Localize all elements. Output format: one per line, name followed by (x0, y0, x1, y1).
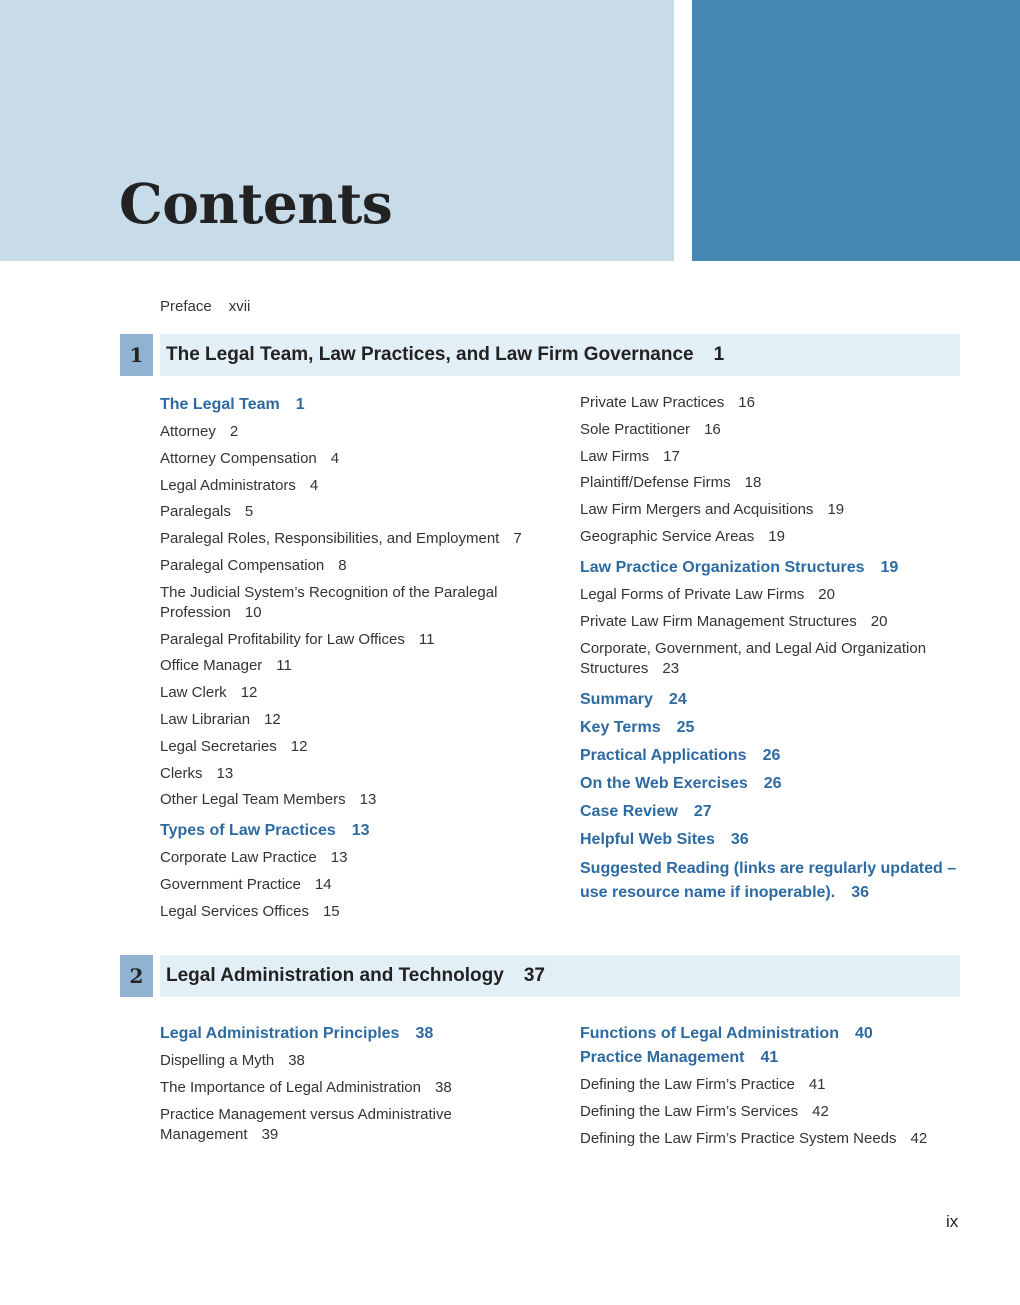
entry-label: Defining the Law Firm’s Services (580, 1102, 799, 1120)
toc-heading-suggested-reading[interactable] (580, 857, 960, 905)
entry-label: Attorney (160, 423, 216, 440)
entry-label: Paralegals (160, 503, 231, 521)
entry-label: The Judicial System’s Recognition of the Paralegal Profession (160, 583, 498, 621)
entry-page: 36 (851, 883, 869, 901)
toc-entry[interactable] (160, 502, 540, 522)
entry-label: Practice Management versus Administrative Management (160, 1105, 452, 1143)
toc-entry[interactable] (160, 848, 540, 868)
entry-page: 26 (762, 746, 781, 764)
entry-page: 36 (730, 830, 749, 848)
toc-entry[interactable] (160, 556, 540, 576)
entry-page: 25 (676, 718, 695, 736)
entry-label: Private Law Firm Management Structures (580, 612, 857, 630)
entry-page: 13 (351, 822, 370, 840)
toc-entry[interactable] (160, 1105, 490, 1145)
header-dark-block (692, 0, 1020, 261)
entry-label: Defining the Law Firm’s Practice System Needs (580, 1129, 897, 1147)
entry-page: 24 (668, 690, 687, 708)
entry-page: 19 (827, 501, 845, 519)
toc-entry[interactable] (580, 447, 960, 467)
entry-page: 19 (768, 527, 785, 545)
entry-label: Defining the Law Firm’s Practice (580, 1076, 795, 1093)
entry-label: Legal Administrators (160, 476, 296, 494)
toc-entry[interactable] (580, 420, 960, 440)
entry-page: 40 (854, 1025, 873, 1042)
chapter-title (160, 334, 960, 376)
toc-entry[interactable] (160, 630, 540, 650)
toc-entry[interactable] (160, 529, 540, 549)
toc-entry[interactable] (160, 875, 540, 895)
entry-label: Attorney Compensation (160, 449, 317, 467)
entry-page: 38 (415, 1025, 434, 1042)
entry-label: The Importance of Legal Administration (160, 1078, 421, 1096)
toc-entry[interactable] (160, 476, 540, 496)
chapter-title-text: The Legal Team, Law Practices, and Law Firm Governance (166, 344, 694, 365)
entry-label: Paralegal Roles, Responsibilities, and Employment (160, 530, 500, 548)
toc-heading-practical-applications[interactable] (580, 745, 960, 767)
entry-label: Law Firm Mergers and Acquisitions (580, 501, 814, 519)
chapter-2-right-column (580, 1023, 960, 1155)
entry-page: 11 (418, 630, 435, 648)
chapter-1-header[interactable] (120, 334, 960, 376)
entry-label: The Legal Team (160, 396, 280, 413)
toc-entry[interactable] (580, 1075, 960, 1095)
entry-page: 1 (295, 396, 305, 413)
toc-entry[interactable] (580, 473, 960, 493)
chapter-2-left-column (160, 1023, 540, 1151)
entry-label: Functions of Legal Administration (580, 1025, 839, 1042)
entry-page: 13 (359, 791, 377, 809)
entry-label: Government Practice (160, 876, 301, 894)
entry-label: Sole Practitioner (580, 420, 691, 438)
toc-entry[interactable] (160, 1051, 540, 1071)
entry-page: 38 (288, 1052, 305, 1069)
entry-label: Paralegal Profitability for Law Offices (160, 630, 405, 648)
entry-label: Plaintiff/Defense Firms (580, 474, 731, 492)
entry-page: 12 (240, 684, 258, 702)
entry-page: 7 (513, 530, 522, 548)
entry-page: 18 (744, 474, 762, 492)
entry-page: 5 (244, 503, 254, 521)
entry-label: Legal Forms of Private Law Firms (580, 585, 805, 603)
entry-page: 27 (693, 802, 712, 820)
toc-entry[interactable] (160, 902, 540, 922)
entry-page: 42 (910, 1129, 928, 1147)
toc-heading-case-review[interactable] (580, 801, 960, 823)
entry-page: 20 (870, 612, 888, 630)
entry-page: 23 (662, 659, 680, 677)
toc-entry[interactable] (160, 790, 540, 810)
toc-heading-helpful-web-sites[interactable] (580, 829, 960, 851)
entry-page: 10 (244, 603, 262, 621)
entry-label: Clerks (160, 764, 203, 782)
entry-label: Private Law Practices (580, 394, 725, 411)
entry-page: 42 (812, 1102, 829, 1120)
entry-label: On the Web Exercises (580, 774, 748, 792)
toc-entry[interactable] (580, 500, 960, 520)
toc-heading-functions-of-legal-administration[interactable] (580, 1023, 960, 1045)
entry-label: Law Firms (580, 447, 650, 465)
entry-label: Helpful Web Sites (580, 830, 715, 848)
entry-label: Case Review (580, 802, 678, 820)
toc-heading-summary[interactable] (580, 689, 960, 711)
entry-label: Law Clerk (160, 684, 227, 702)
entry-page: 8 (338, 556, 347, 574)
entry-page: 16 (704, 420, 721, 438)
entry-label: Dispelling a Myth (160, 1052, 275, 1069)
entry-label: Key Terms (580, 718, 661, 736)
toc-heading-law-practice-organization-structures[interactable] (580, 557, 960, 579)
entry-label: Office Manager (160, 657, 263, 675)
toc-entry[interactable] (580, 612, 960, 632)
toc-heading-practice-management[interactable] (580, 1047, 960, 1069)
toc-entry-preface[interactable] (160, 298, 250, 315)
toc-heading-legal-team[interactable] (160, 394, 540, 416)
page-title: Contents (119, 171, 393, 236)
toc-entry[interactable] (160, 656, 540, 676)
entry-page: 41 (760, 1049, 779, 1066)
entry-page: 4 (309, 476, 319, 494)
entry-label: Legal Administration Principles (160, 1025, 400, 1042)
entry-label: Preface (160, 298, 212, 315)
entry-page: 19 (880, 558, 899, 576)
entry-page: 4 (330, 449, 340, 467)
entry-page: 11 (276, 657, 292, 675)
entry-label: Legal Secretaries (160, 737, 277, 755)
chapter-number: 2 (120, 955, 153, 997)
toc-entry[interactable] (160, 1078, 540, 1098)
entry-page: 39 (261, 1125, 279, 1143)
entry-label: Law Practice Organization Structures (580, 558, 865, 576)
entry-page: 15 (322, 902, 340, 920)
entry-page: 2 (229, 423, 239, 440)
chapter-page: 1 (713, 344, 725, 365)
entry-page: 17 (663, 447, 680, 465)
toc-heading-legal-administration-principles[interactable] (160, 1023, 540, 1045)
entry-page: 20 (818, 585, 835, 603)
entry-label: Summary (580, 690, 653, 708)
entry-label: Practice Management (580, 1049, 745, 1066)
toc-entry[interactable] (160, 737, 540, 757)
toc-heading-on-the-web-exercises[interactable] (580, 773, 960, 795)
toc-entry[interactable] (580, 527, 960, 547)
toc-entry[interactable] (160, 422, 540, 442)
page-number: ix (946, 1212, 959, 1231)
chapter-title (160, 955, 960, 997)
toc-entry[interactable] (580, 639, 940, 679)
entry-page: 26 (763, 774, 782, 792)
entry-page: 12 (290, 737, 308, 755)
chapter-1-left-column (160, 394, 540, 929)
toc-heading-key-terms[interactable] (580, 717, 960, 739)
entry-page: 38 (434, 1078, 452, 1096)
toc-entry[interactable] (580, 393, 960, 413)
entry-page: xvii (228, 298, 251, 315)
chapter-title-text: Legal Administration and Technology (166, 965, 504, 986)
chapter-2-header[interactable] (120, 955, 960, 997)
toc-entry[interactable] (160, 764, 540, 784)
entry-page: 13 (330, 849, 348, 867)
entry-page: 13 (216, 764, 234, 782)
toc-entry[interactable] (580, 1102, 960, 1122)
entry-label: Law Librarian (160, 710, 251, 728)
toc-entry[interactable] (160, 710, 540, 730)
toc-entry[interactable] (160, 683, 540, 703)
entry-label: Suggested Reading (links are regularly updated – use resource name if inoperable). (580, 859, 957, 901)
entry-page: 12 (264, 710, 281, 728)
entry-page: 14 (314, 876, 332, 894)
entry-label: Practical Applications (580, 746, 747, 764)
chapter-1-right-column (580, 393, 960, 911)
chapter-number: 1 (120, 334, 153, 376)
entry-label: Corporate, Government, and Legal Aid Organization Structures (580, 639, 927, 677)
entry-label: Other Legal Team Members (160, 791, 346, 809)
toc-entry[interactable] (160, 583, 520, 623)
entry-label: Paralegal Compensation (160, 556, 325, 574)
toc-entry[interactable] (160, 449, 540, 469)
entry-page: 16 (738, 394, 755, 411)
entry-label: Geographic Service Areas (580, 527, 755, 545)
entry-label: Legal Services Offices (160, 902, 309, 920)
toc-entry[interactable] (580, 585, 960, 605)
toc-entry[interactable] (580, 1129, 960, 1149)
toc-heading-types-of-law-practices[interactable] (160, 820, 540, 842)
entry-page: 41 (808, 1076, 826, 1093)
entry-label: Types of Law Practices (160, 822, 336, 840)
entry-label: Corporate Law Practice (160, 849, 317, 867)
chapter-page: 37 (523, 965, 545, 986)
